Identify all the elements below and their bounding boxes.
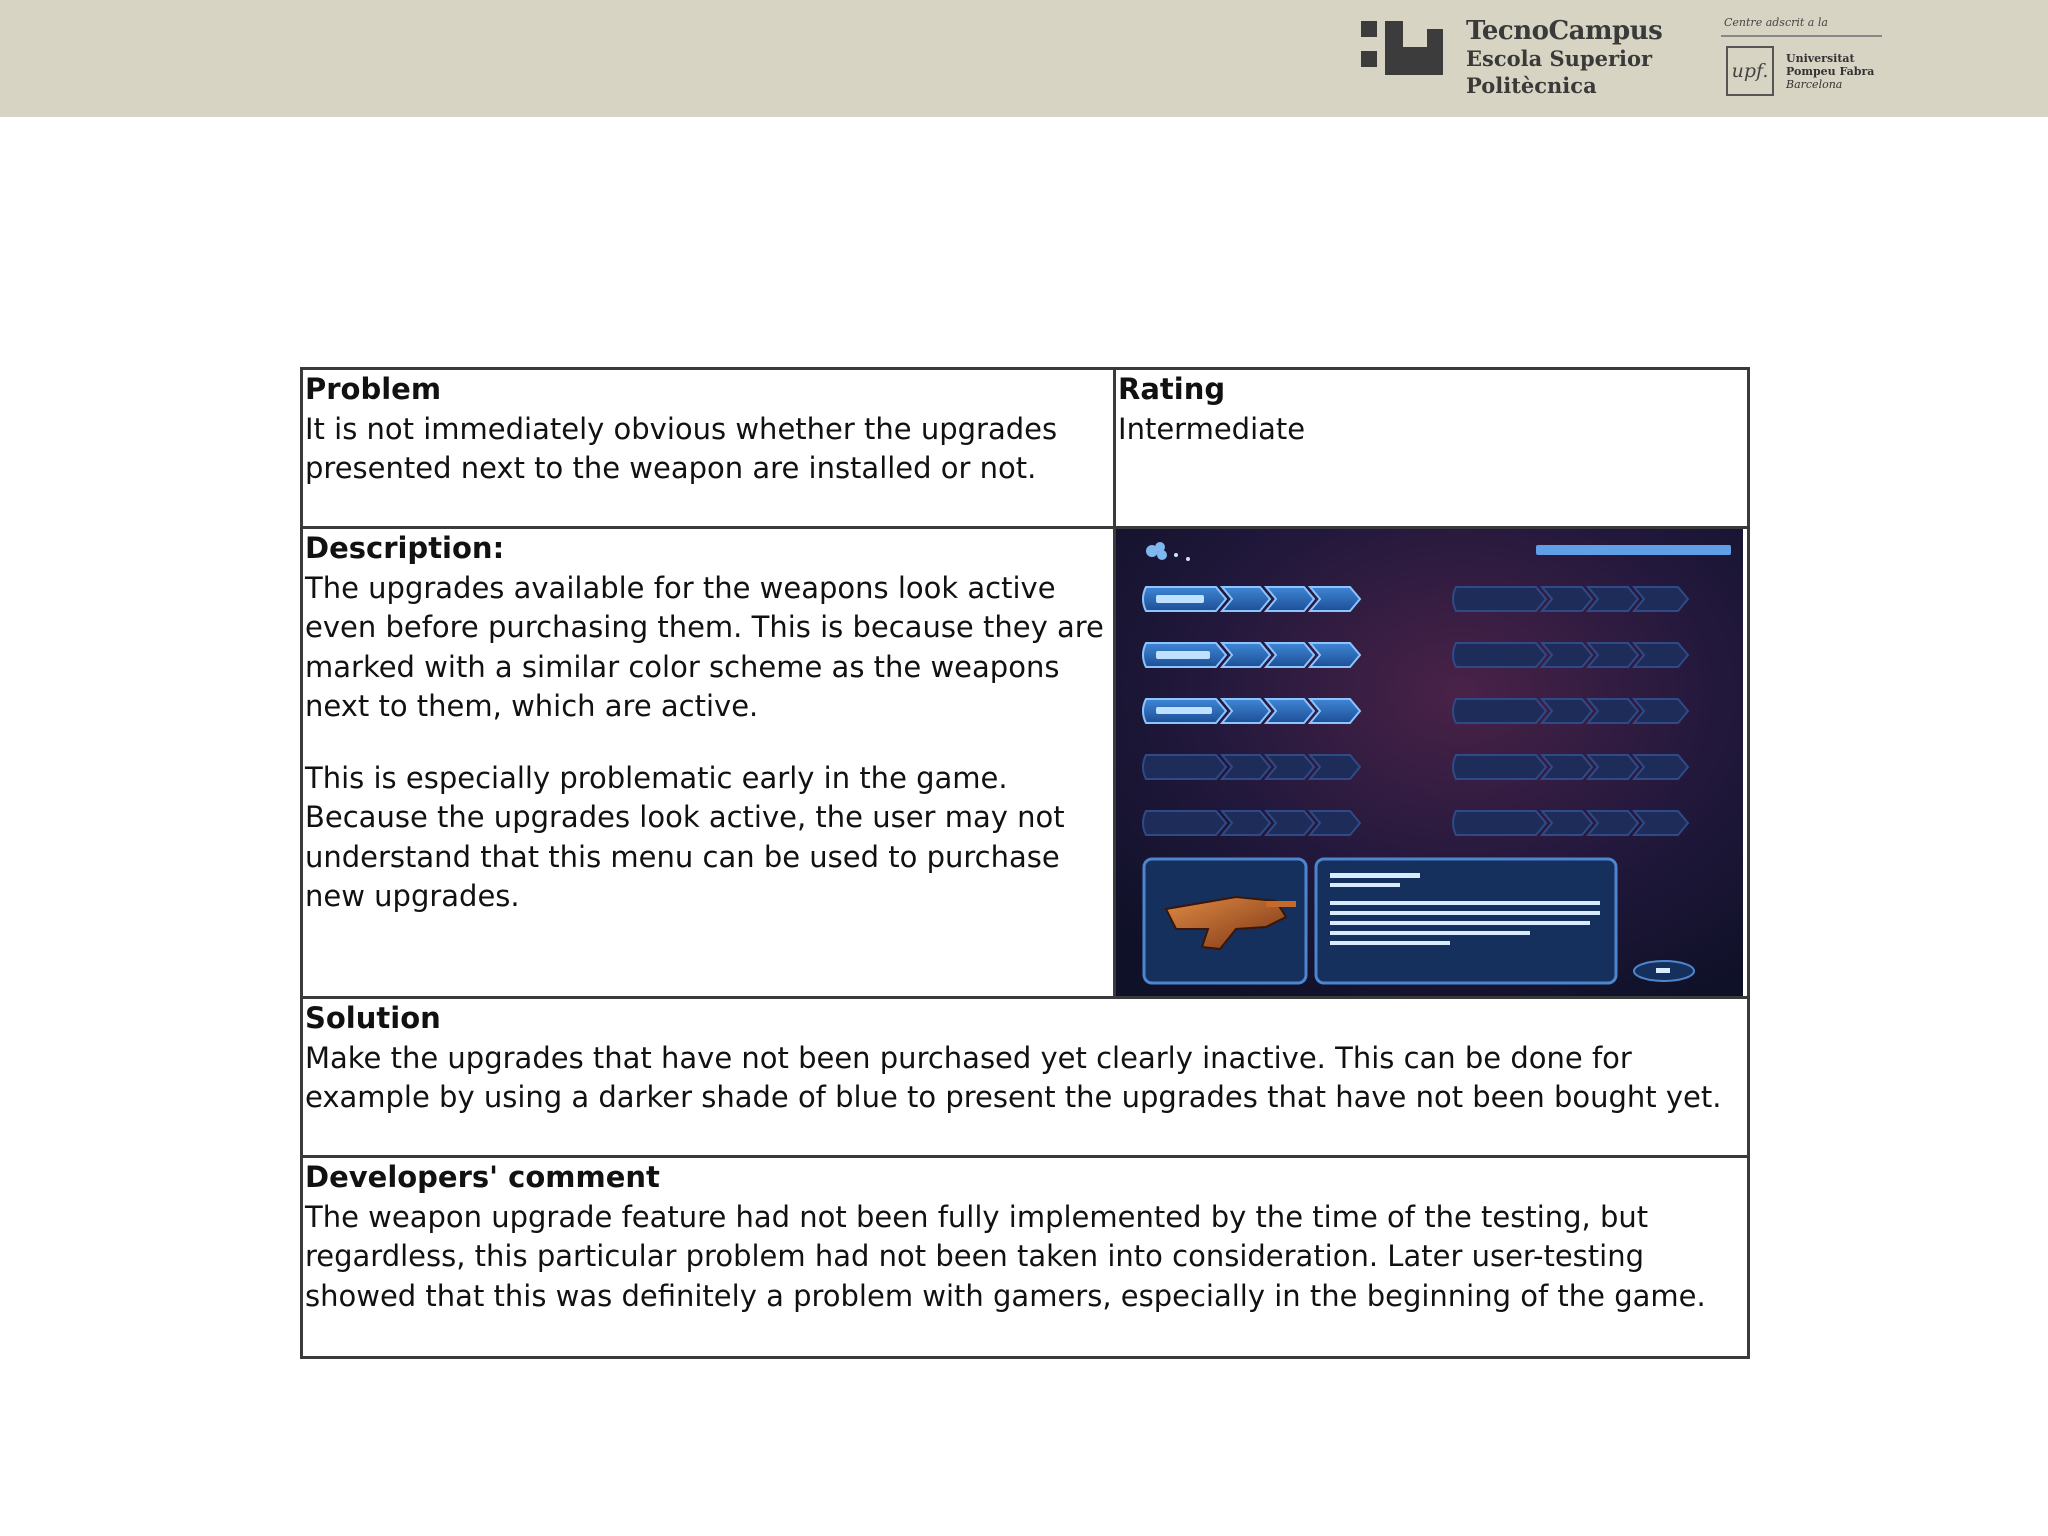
description-paragraph-2: This is especially problematic early in the game. Because the upgrades look active, the user may not understand that this menu can be used to purchase new upgrades. xyxy=(305,760,1065,913)
upf-line3: Barcelona xyxy=(1786,78,1843,91)
description-label: Description: xyxy=(305,531,505,565)
solution-text: Make the upgrades that have not been purchased yet clearly inactive. This can be done for example by using a darker shade of blue to present the upgrades that have not been bought yet. xyxy=(305,1040,1722,1114)
table-row-developers-comment xyxy=(302,1157,1749,1358)
description-paragraph-1: The upgrades available for the weapons look active even before purchasing them. This is because they are marked with a similar color scheme as the weapons next to them, which are active. xyxy=(305,570,1104,723)
rating-label: Rating xyxy=(1118,372,1226,406)
header-bar xyxy=(0,0,2048,117)
rating-cell xyxy=(1115,369,1749,528)
upf-caption: Centre adscrit a la xyxy=(1724,16,1828,29)
tecnocampus-name: TecnoCampus xyxy=(1466,16,1663,46)
game-weapons-upgrades-screenshot xyxy=(1116,529,1743,996)
game-title-banner xyxy=(1536,545,1731,555)
upf-line1: Universitat xyxy=(1786,52,1855,65)
game-active-upgrade-rows xyxy=(1143,587,1360,723)
table-row-problem xyxy=(302,369,1749,528)
problem-cell xyxy=(302,369,1115,528)
description-cell xyxy=(302,528,1115,998)
table-row-solution xyxy=(302,998,1749,1157)
developers-comment-text: The weapon upgrade feature had not been fully implemented by the time of the testing, but regardless, this particular problem had not been taken into consideration. Later user-testing showed that this was definitely a problem with gamers, especially in the beginning of the game. xyxy=(305,1199,1706,1313)
tecnocampus-line2: Escola Superior xyxy=(1466,46,1653,71)
upf-line2: Pompeu Fabra xyxy=(1786,65,1875,78)
problem-label: Problem xyxy=(305,372,442,406)
developers-comment-label: Developers' comment xyxy=(305,1160,660,1194)
solution-label: Solution xyxy=(305,1001,441,1035)
heuristic-evaluation-table xyxy=(300,367,1750,1359)
table-row-description xyxy=(302,528,1749,998)
upf-divider xyxy=(1721,35,1882,37)
solution-cell xyxy=(302,998,1749,1157)
tecnocampus-line3: Politècnica xyxy=(1466,73,1597,98)
paragraph-gap xyxy=(305,727,1111,759)
upf-logo-badge: upf. xyxy=(1726,46,1774,96)
upf-wordmark xyxy=(1786,52,1874,91)
tecnocampus-logo-icon xyxy=(1361,21,1443,75)
screenshot-cell xyxy=(1115,528,1749,998)
problem-text: It is not immediately obvious whether the upgrades presented next to the weapon are installed or not. xyxy=(305,411,1058,485)
tecnocampus-wordmark xyxy=(1466,18,1662,99)
developers-comment-cell xyxy=(302,1157,1749,1358)
rating-value: Intermediate xyxy=(1118,411,1306,446)
